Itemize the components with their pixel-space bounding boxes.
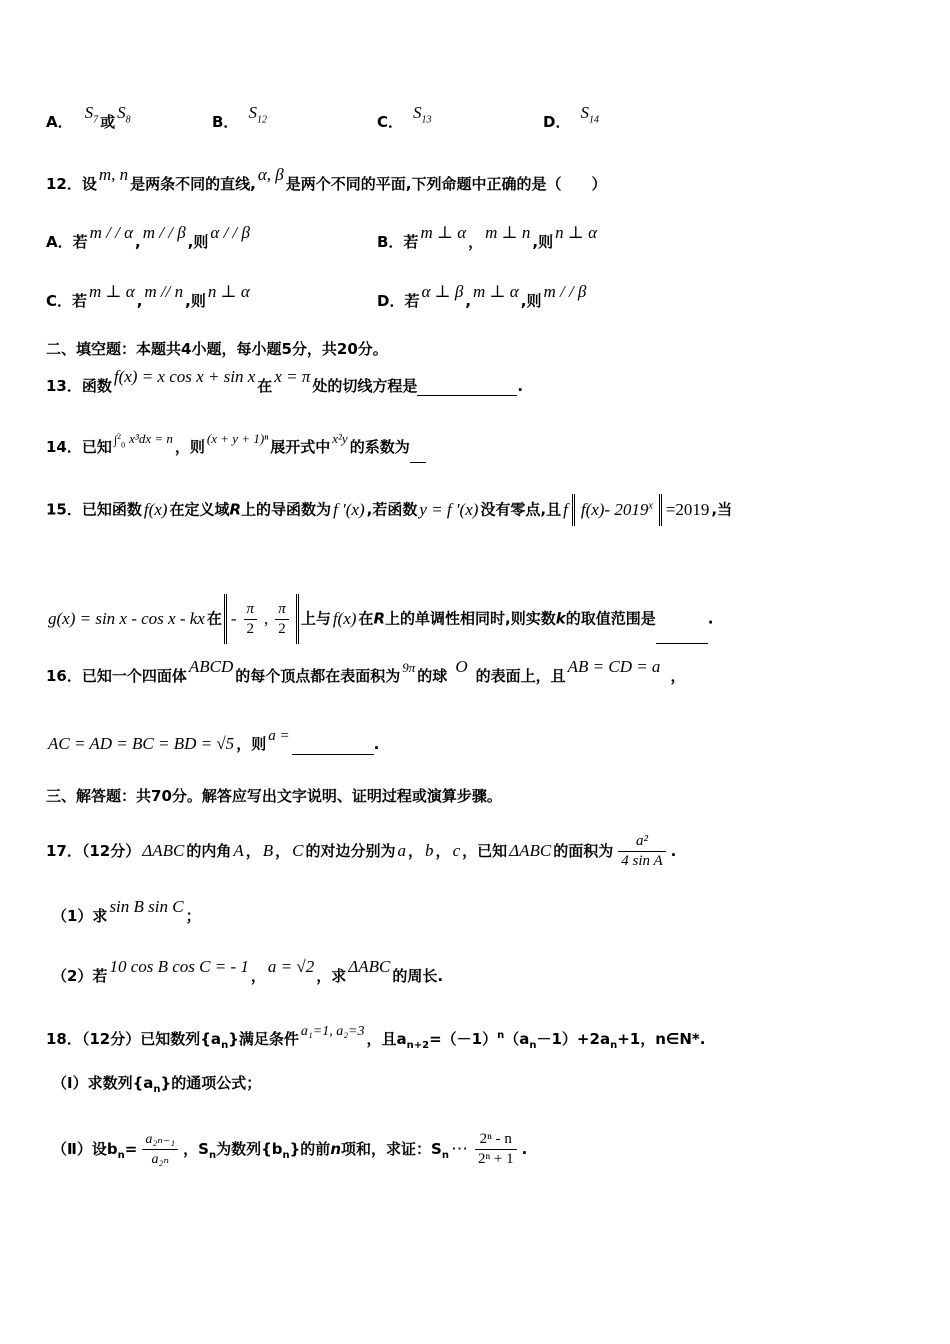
q11-option-d: D． $S_{14}$ <box>543 103 599 131</box>
q17-part1: （1）求 sin B sin C ； <box>52 897 201 925</box>
q15-line1: 15．已知函数 f(x) 在定义域R上的导函数为 f ′(x) ,若函数 y = f ′(x) 没有零点,且 f f(x)- $2019^x =2019$ ,当 <box>46 494 732 526</box>
q12-option-b: B．若 m ⊥ α ， m ⊥ n ,则 n ⊥ α <box>377 223 598 251</box>
q13-answer-blank[interactable] <box>417 381 517 396</box>
q11-option-c: C． $S_{13}$ <box>377 103 432 131</box>
q14-answer-blank[interactable] <box>410 448 426 463</box>
bracket-left-icon <box>572 494 575 526</box>
q15-answer-blank[interactable] <box>656 629 708 644</box>
section-3-heading: 三、解答题：共70分。解答应写出文字说明、证明过程或演算步骤。 <box>46 787 502 805</box>
interval-left-bracket-icon <box>224 594 227 644</box>
q11-option-b: B． $S_{12}$ <box>212 103 267 131</box>
q14: 14．已知 $^{\int^2_0}$ x³dx = n ，则 (x + y + 1)ⁿ 展开式中 x²y 的系数为 <box>46 435 426 463</box>
section-2-heading: 二、填空题：本题共4小题，每小题5分，共20分。 <box>46 340 388 358</box>
q11-option-a: A． $S_7$ 或 $S_8$ <box>46 103 131 131</box>
q16-answer-blank[interactable] <box>292 740 374 755</box>
q17-part2: （2）若 10 cos B cos C = - 1 ， a = √2 ，求 ΔABC 的周长. <box>52 957 444 985</box>
q13: 13．函数 f(x) = x cos x + sin x 在 x = π 处的切线方程是 . <box>46 367 524 395</box>
q18-part1: （Ⅰ）求数列$\{a_n\}$的通项公式； <box>52 1074 262 1095</box>
q17-stem: 17．（12分） ΔABC 的内角 A ， B ， C 的对边分别为 a ， b ， c ，已知 ΔABC 的面积为 $\frac{\text{a²}}{\text{4 sin A}}$ . <box>46 833 677 869</box>
q16-line2: AC = AD = BC = BD = √5 ，则 a = . <box>48 728 380 753</box>
q12-option-d: D．若 α ⊥ β , m ⊥ α ,则 m / / β <box>377 282 587 310</box>
q16-line1: 16．已知一个四面体 ABCD 的每个顶点都在表面积为 9π 的球 O 的表面上，且 AB = CD = a ， <box>46 657 686 685</box>
interval-right-bracket-icon <box>296 594 299 644</box>
q15-line2: g(x) = sin x - cos x - kx 在 - $\frac{\pi}{2}$ , $\frac{\pi}{2}$ 上与 f(x) 在R上的单调性相同时,则实数k的取值范围是 . <box>46 594 713 644</box>
q12-stem: 12．设 m, n 是两条不同的直线, α, β 是两个不同的平面,下列命题中正确的是（ ） <box>46 165 607 193</box>
bracket-right-icon <box>659 494 662 526</box>
q18-stem: 18．（12分）已知数列$\{a_n\}$满足条件 a₁=1, a₂=3 ，且$a_{n+2}=(-1)^n(a_n-1)+2a_n+1$，n∈N*. <box>46 1024 706 1051</box>
q12-option-a: A．若 m / / α , m / / β ,则 α / / β <box>46 223 250 251</box>
q12-option-c: C．若 m ⊥ α , m // n ,则 n ⊥ α <box>46 282 250 310</box>
q18-part2: （Ⅱ）设$b_n=$ $\frac{\text{a₂ₙ₋₁}}{\text{a₂ₙ}}$ ，$S_n$为数列$\{b_n\}$的前n项和，求证：$S_n$ ⋯ $\frac{\text{2ⁿ - n}}{\text{2ⁿ + 1}}$ . <box>52 1131 528 1167</box>
